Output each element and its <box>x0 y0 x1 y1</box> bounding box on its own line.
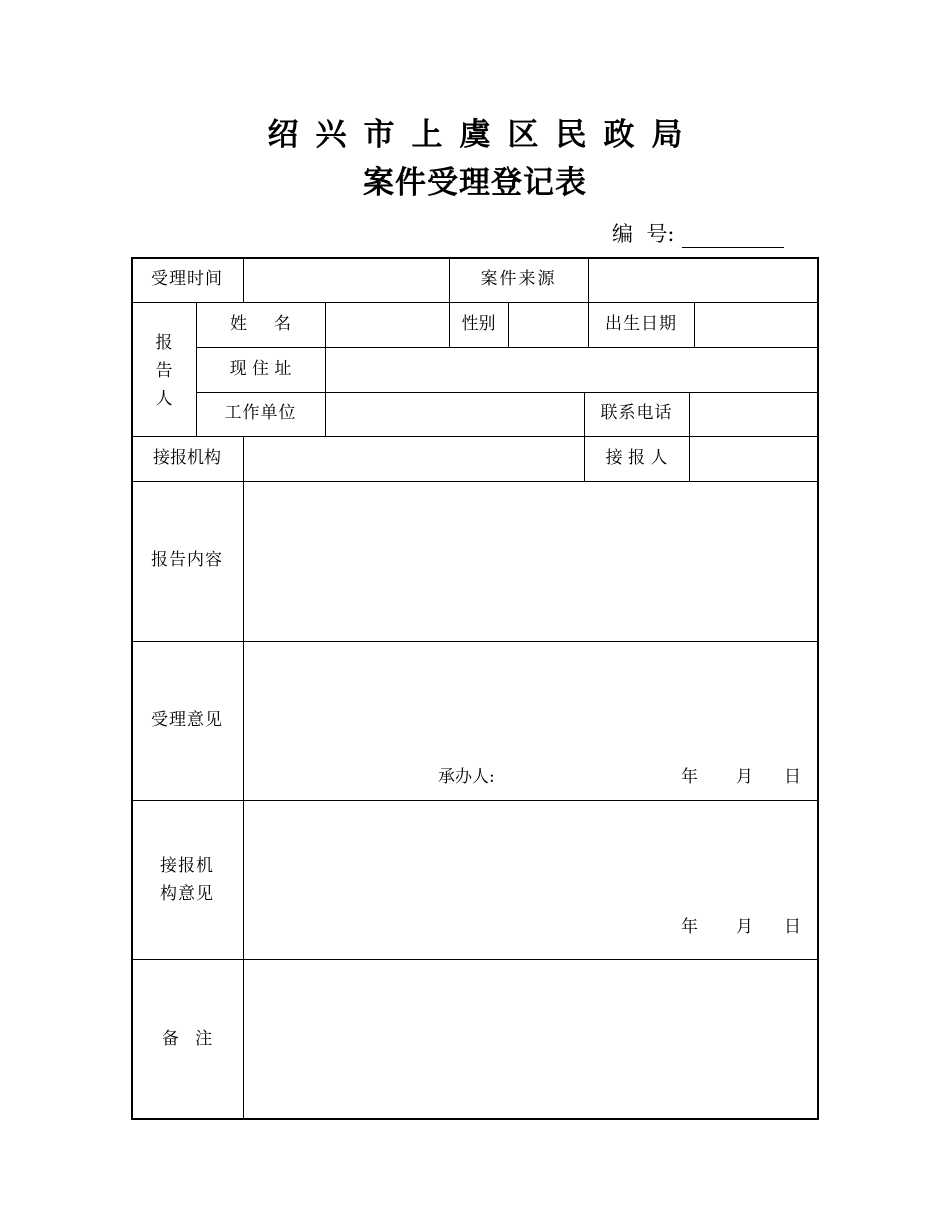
case-source-field[interactable] <box>589 258 817 302</box>
birth-date-field[interactable] <box>695 303 817 347</box>
report-content-field[interactable] <box>244 482 817 641</box>
gender-field[interactable] <box>509 303 588 347</box>
accept-opinion-field[interactable] <box>244 642 817 800</box>
phone-field[interactable] <box>690 393 817 436</box>
gender-label: 性别 <box>461 313 496 334</box>
receiving-org-label: 接报机构 <box>153 447 221 468</box>
name-field[interactable] <box>326 303 449 347</box>
receiving-org-field[interactable] <box>244 437 584 481</box>
org-opinion-label-line2: 构意见 <box>160 883 214 904</box>
form-title: 案件受理登记表 <box>363 165 587 201</box>
accept-time-label: 受理时间 <box>151 268 223 289</box>
serial-number-field <box>612 218 784 248</box>
date-year-label: 年 <box>681 917 698 937</box>
address-label: 现 住 址 <box>229 358 292 379</box>
birth-date-label: 出生日期 <box>605 313 677 334</box>
report-content-label: 报告内容 <box>151 550 223 571</box>
remarks-field[interactable] <box>244 960 817 1118</box>
address-field[interactable] <box>326 348 817 392</box>
date-year-label: 年 <box>681 767 698 787</box>
date-day-label: 日 <box>784 917 801 937</box>
date-month-label: 月 <box>736 917 753 937</box>
reporter-label-char: 告 <box>155 361 173 381</box>
serial-number-label: 编 号: <box>612 222 675 246</box>
org-opinion-field[interactable] <box>244 801 817 959</box>
serial-number-blank[interactable] <box>682 227 784 248</box>
receiver-label: 接 报 人 <box>605 447 668 468</box>
phone-label: 联系电话 <box>600 403 673 424</box>
remarks-label: 备 注 <box>161 1028 213 1049</box>
work-unit-field[interactable] <box>326 393 584 436</box>
org-opinion-label <box>131 800 243 959</box>
reporter-label-char: 人 <box>155 389 173 409</box>
accept-opinion-label: 受理意见 <box>151 709 223 730</box>
reporter-label-char: 报 <box>155 333 173 353</box>
receiver-field[interactable] <box>690 437 817 481</box>
org-opinion-label-line1: 接报机 <box>160 855 214 876</box>
work-unit-label: 工作单位 <box>224 403 297 424</box>
date-month-label: 月 <box>736 767 753 787</box>
date-day-label: 日 <box>784 767 801 787</box>
name-label: 姓 名 <box>229 313 292 334</box>
handler-label: 承办人: <box>438 767 495 787</box>
case-source-label: 案件来源 <box>480 268 557 289</box>
org-title: 绍兴市上虞区民政局 <box>267 117 700 153</box>
accept-time-field[interactable] <box>244 258 449 302</box>
